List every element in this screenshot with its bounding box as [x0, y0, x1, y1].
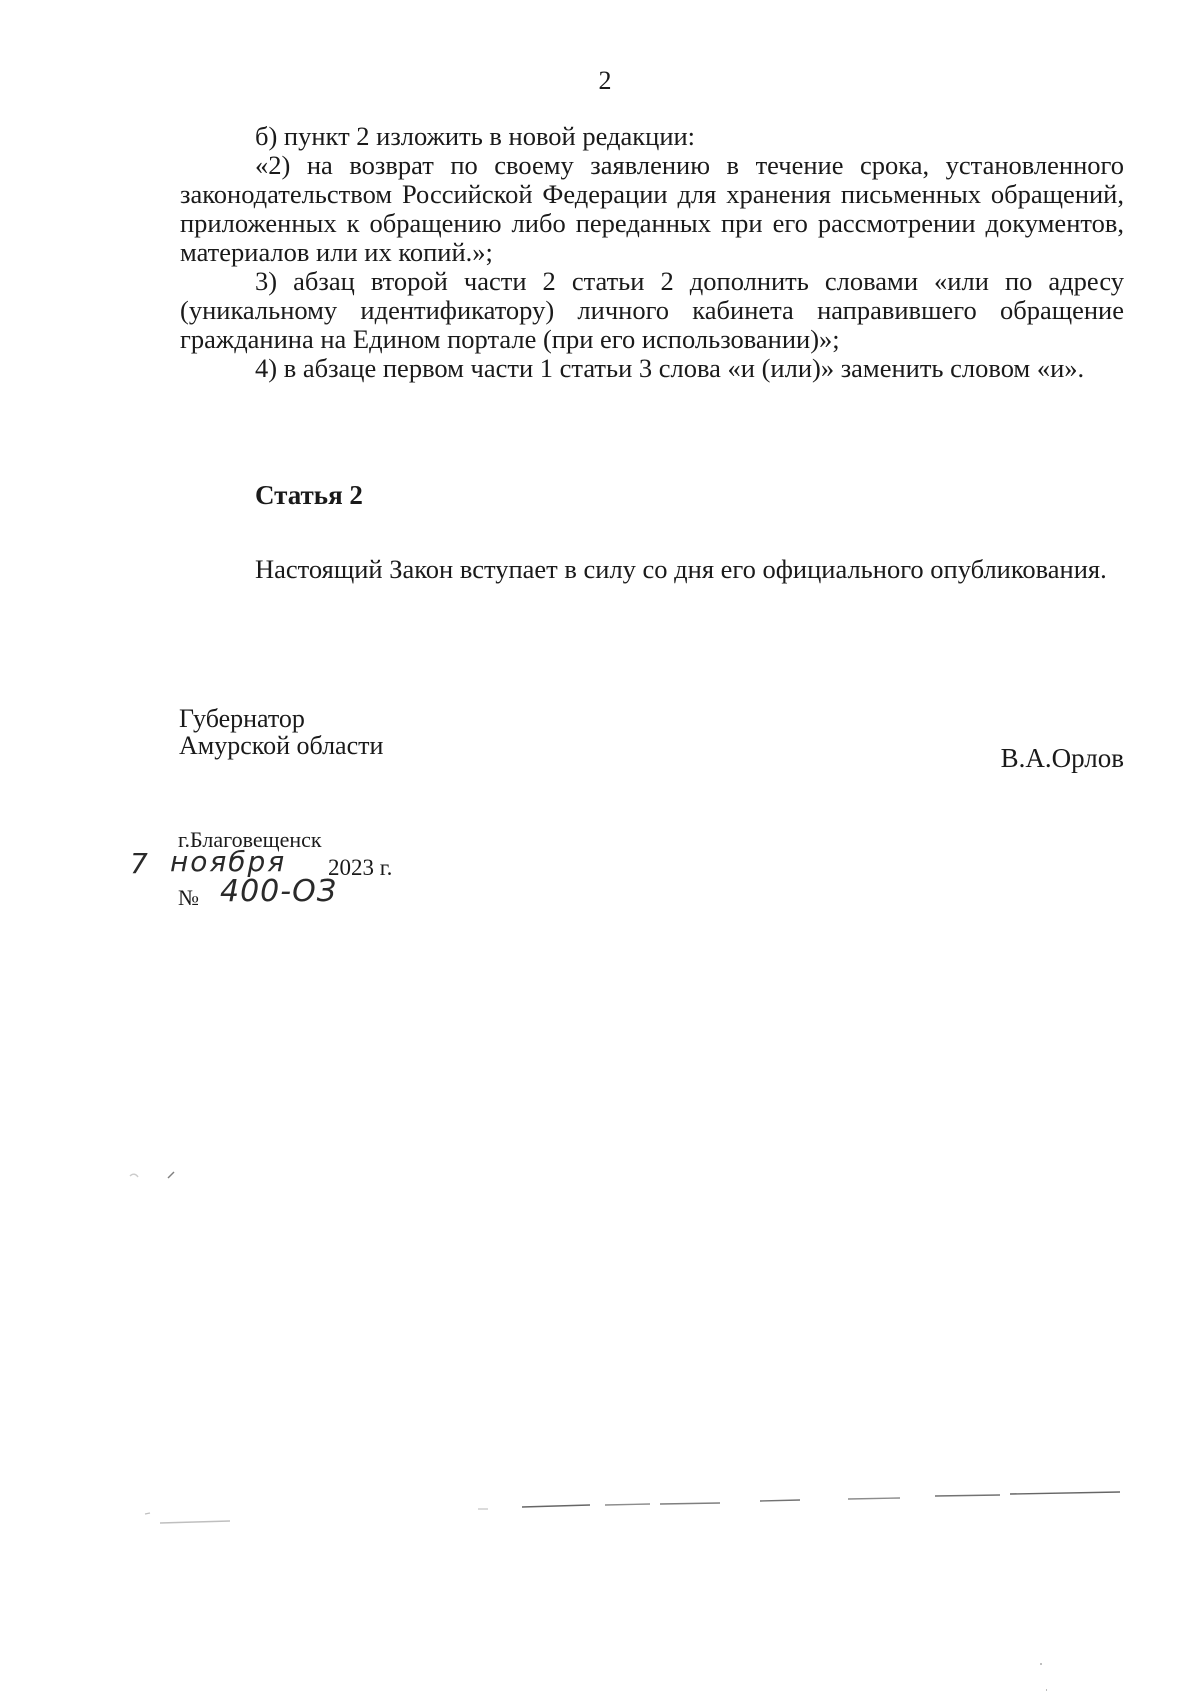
article-2-heading: Статья 2 — [255, 480, 363, 510]
number-label: № — [178, 885, 199, 910]
signatory-title-line1: Губернатор — [179, 704, 305, 733]
paragraph-b: б) пункт 2 изложить в новой редакции: — [255, 121, 696, 151]
article-2-text-block — [180, 555, 1124, 584]
paragraph-item-4: 4) в абзаце первом части 1 статьи 3 слова «и (или)» заменить словом «и». — [255, 353, 1085, 383]
signatory-title-line2: Амурской области — [179, 731, 384, 760]
document-meta — [130, 826, 393, 910]
number-line — [178, 874, 337, 910]
amendments-text — [180, 122, 1124, 383]
signatory-title — [179, 705, 383, 759]
city: г.Благовещенск — [178, 827, 322, 852]
handwritten-month: ноября — [170, 845, 287, 878]
page-number: 2 — [598, 66, 612, 95]
handwritten-number: 400-ОЗ — [220, 874, 337, 909]
article-2-text: Настоящий Закон вступает в силу со дня его официального опубликования. — [255, 554, 1107, 584]
paragraph-quoted-item-2: «2) на возврат по своему заявлению в течение срока, установленного законодательством Российской Федерации для хранения письменных обращений, приложенных к обращению либо переданных при его рассмотрении документов, материалов или их копий.»; — [180, 150, 1124, 267]
handwritten-day: 7 — [130, 847, 148, 880]
signatory-name: В.А.Орлов — [1000, 743, 1124, 773]
paragraph-item-3: 3) абзац второй части 2 статьи 2 дополнить словами «или по адресу (уникальному идентификатору) личного кабинета направившего обращение гражданина на Едином портале (при его использовании)»; — [180, 266, 1124, 354]
year: 2023 г. — [328, 855, 393, 880]
